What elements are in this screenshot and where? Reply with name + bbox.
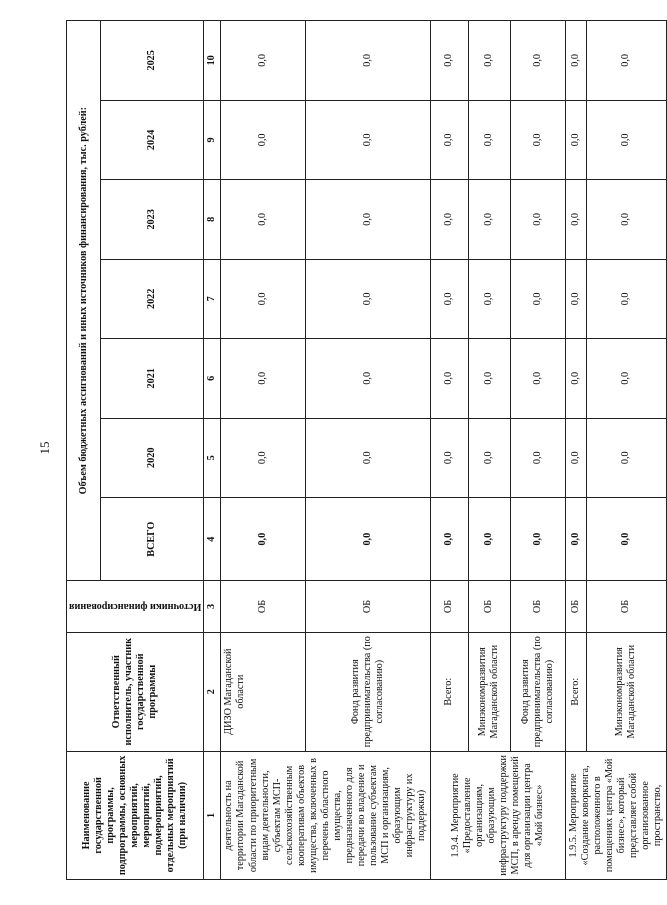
row-value: 0,0 — [468, 418, 510, 497]
row-total: 0,0 — [306, 498, 431, 581]
table-row — [565, 21, 586, 880]
row-name: 1.9.5. Мероприятие «Создание коворкинга, расположенного в помещениях центра «Мой бизнес», который представляет собой организованное пространство, — [565, 751, 666, 879]
row-value: 0,0 — [221, 100, 306, 179]
table-row — [306, 21, 431, 880]
col-number: 7 — [204, 259, 221, 338]
row-value: 0,0 — [221, 21, 306, 101]
row-value: 0,0 — [306, 100, 431, 179]
row-total: 0,0 — [586, 498, 667, 581]
row-executor: Минэкономразвития Магаданской области — [586, 632, 667, 751]
col-number: 4 — [204, 498, 221, 581]
row-value: 0,0 — [430, 21, 468, 101]
row-value: 0,0 — [306, 21, 431, 101]
header-year: 2021 — [101, 339, 204, 418]
row-source: ОБ — [468, 581, 510, 632]
row-value: 0,0 — [510, 259, 565, 338]
row-total: 0,0 — [510, 498, 565, 581]
header-name: Наименование государственной программы, подпрограммы, основных мероприятий, мероприятий, подмероприятий, отдельных мероприятий (при наличии) — [67, 751, 204, 879]
rotated-page — [66, 20, 664, 880]
financing-table — [66, 20, 667, 880]
row-source: ОБ — [565, 581, 586, 632]
table-row — [586, 21, 667, 880]
col-number: 5 — [204, 418, 221, 497]
row-value: 0,0 — [468, 259, 510, 338]
row-value: 0,0 — [565, 259, 586, 338]
row-value: 0,0 — [586, 21, 667, 101]
row-source: ОБ — [430, 581, 468, 632]
row-executor: Фонд развития предпринимательства (по согласованию) — [306, 632, 431, 751]
row-total: 0,0 — [430, 498, 468, 581]
row-value: 0,0 — [586, 339, 667, 418]
row-value: 0,0 — [468, 339, 510, 418]
header-year: 2025 — [101, 21, 204, 101]
row-value: 0,0 — [221, 418, 306, 497]
row-source: ОБ — [306, 581, 431, 632]
row-value: 0,0 — [565, 21, 586, 101]
row-executor: ДИЗО Магаданской области — [221, 632, 306, 751]
row-value: 0,0 — [468, 180, 510, 259]
row-value: 0,0 — [221, 180, 306, 259]
col-number: 8 — [204, 180, 221, 259]
row-executor: Минэкономразвития Магаданской области — [468, 632, 510, 751]
row-value: 0,0 — [586, 418, 667, 497]
row-total: 0,0 — [468, 498, 510, 581]
header-source — [67, 581, 204, 632]
header-executor: Ответственный исполнитель, участник государственной программы — [67, 632, 204, 751]
row-value: 0,0 — [510, 418, 565, 497]
table-row — [430, 21, 468, 880]
row-value: 0,0 — [306, 339, 431, 418]
row-source: ОБ — [510, 581, 565, 632]
col-number: 1 — [204, 751, 221, 879]
header-year: 2023 — [101, 180, 204, 259]
col-number: 9 — [204, 100, 221, 179]
page-number: 15 — [37, 441, 52, 455]
table-row — [468, 21, 510, 880]
row-executor: Фонд развития предпринимательства (по согласованию) — [510, 632, 565, 751]
table-row — [510, 21, 565, 880]
row-value: 0,0 — [565, 100, 586, 179]
row-source: ОБ — [586, 581, 667, 632]
row-value: 0,0 — [430, 180, 468, 259]
col-number: 3 — [204, 581, 221, 632]
row-value: 0,0 — [468, 100, 510, 179]
row-value: 0,0 — [306, 259, 431, 338]
header-year: 2022 — [101, 259, 204, 338]
header-volume: Объем бюджетных ассигнований и иных источников финансирования, тыс. рублей: — [67, 21, 101, 581]
row-value: 0,0 — [430, 259, 468, 338]
row-value: 0,0 — [510, 21, 565, 101]
row-value: 0,0 — [221, 259, 306, 338]
row-name: 1.9.4. Мероприятие «Предоставление организациям, образующим инфраструктуру поддержки МСП, в аренду помещений для организации центра «Мой бизнес» — [430, 751, 565, 879]
header-total: ВСЕГО — [101, 498, 204, 581]
row-source: ОБ — [221, 581, 306, 632]
row-value: 0,0 — [510, 180, 565, 259]
row-value: 0,0 — [586, 180, 667, 259]
row-value: 0,0 — [510, 339, 565, 418]
row-value: 0,0 — [430, 100, 468, 179]
header-year: 2024 — [101, 100, 204, 179]
table-row — [221, 21, 306, 880]
row-value: 0,0 — [430, 418, 468, 497]
header-source-text: Источники финансирования — [69, 601, 202, 613]
row-value: 0,0 — [306, 418, 431, 497]
row-value: 0,0 — [565, 418, 586, 497]
row-name: деятельность на территории Магаданской области по приоритетным видам деятельности, субъектам МСП- сельскохозяйственным кооперативам объектов имущества, включенных в перечень областного имущества, предназначенного для передачи во владение и пользование субъектам МСП и организациям, образующим инфраструктуру их поддержки) — [221, 751, 431, 879]
row-value: 0,0 — [221, 339, 306, 418]
row-value: 0,0 — [565, 180, 586, 259]
col-number: 2 — [204, 632, 221, 751]
row-total: 0,0 — [221, 498, 306, 581]
row-total: 0,0 — [565, 498, 586, 581]
row-value: 0,0 — [510, 100, 565, 179]
row-executor: Всего: — [430, 632, 468, 751]
header-year: 2020 — [101, 418, 204, 497]
col-number: 6 — [204, 339, 221, 418]
col-number: 10 — [204, 21, 221, 101]
row-value: 0,0 — [586, 259, 667, 338]
row-value: 0,0 — [430, 339, 468, 418]
row-value: 0,0 — [468, 21, 510, 101]
row-value: 0,0 — [586, 100, 667, 179]
row-value: 0,0 — [565, 339, 586, 418]
row-value: 0,0 — [306, 180, 431, 259]
row-executor: Всего: — [565, 632, 586, 751]
